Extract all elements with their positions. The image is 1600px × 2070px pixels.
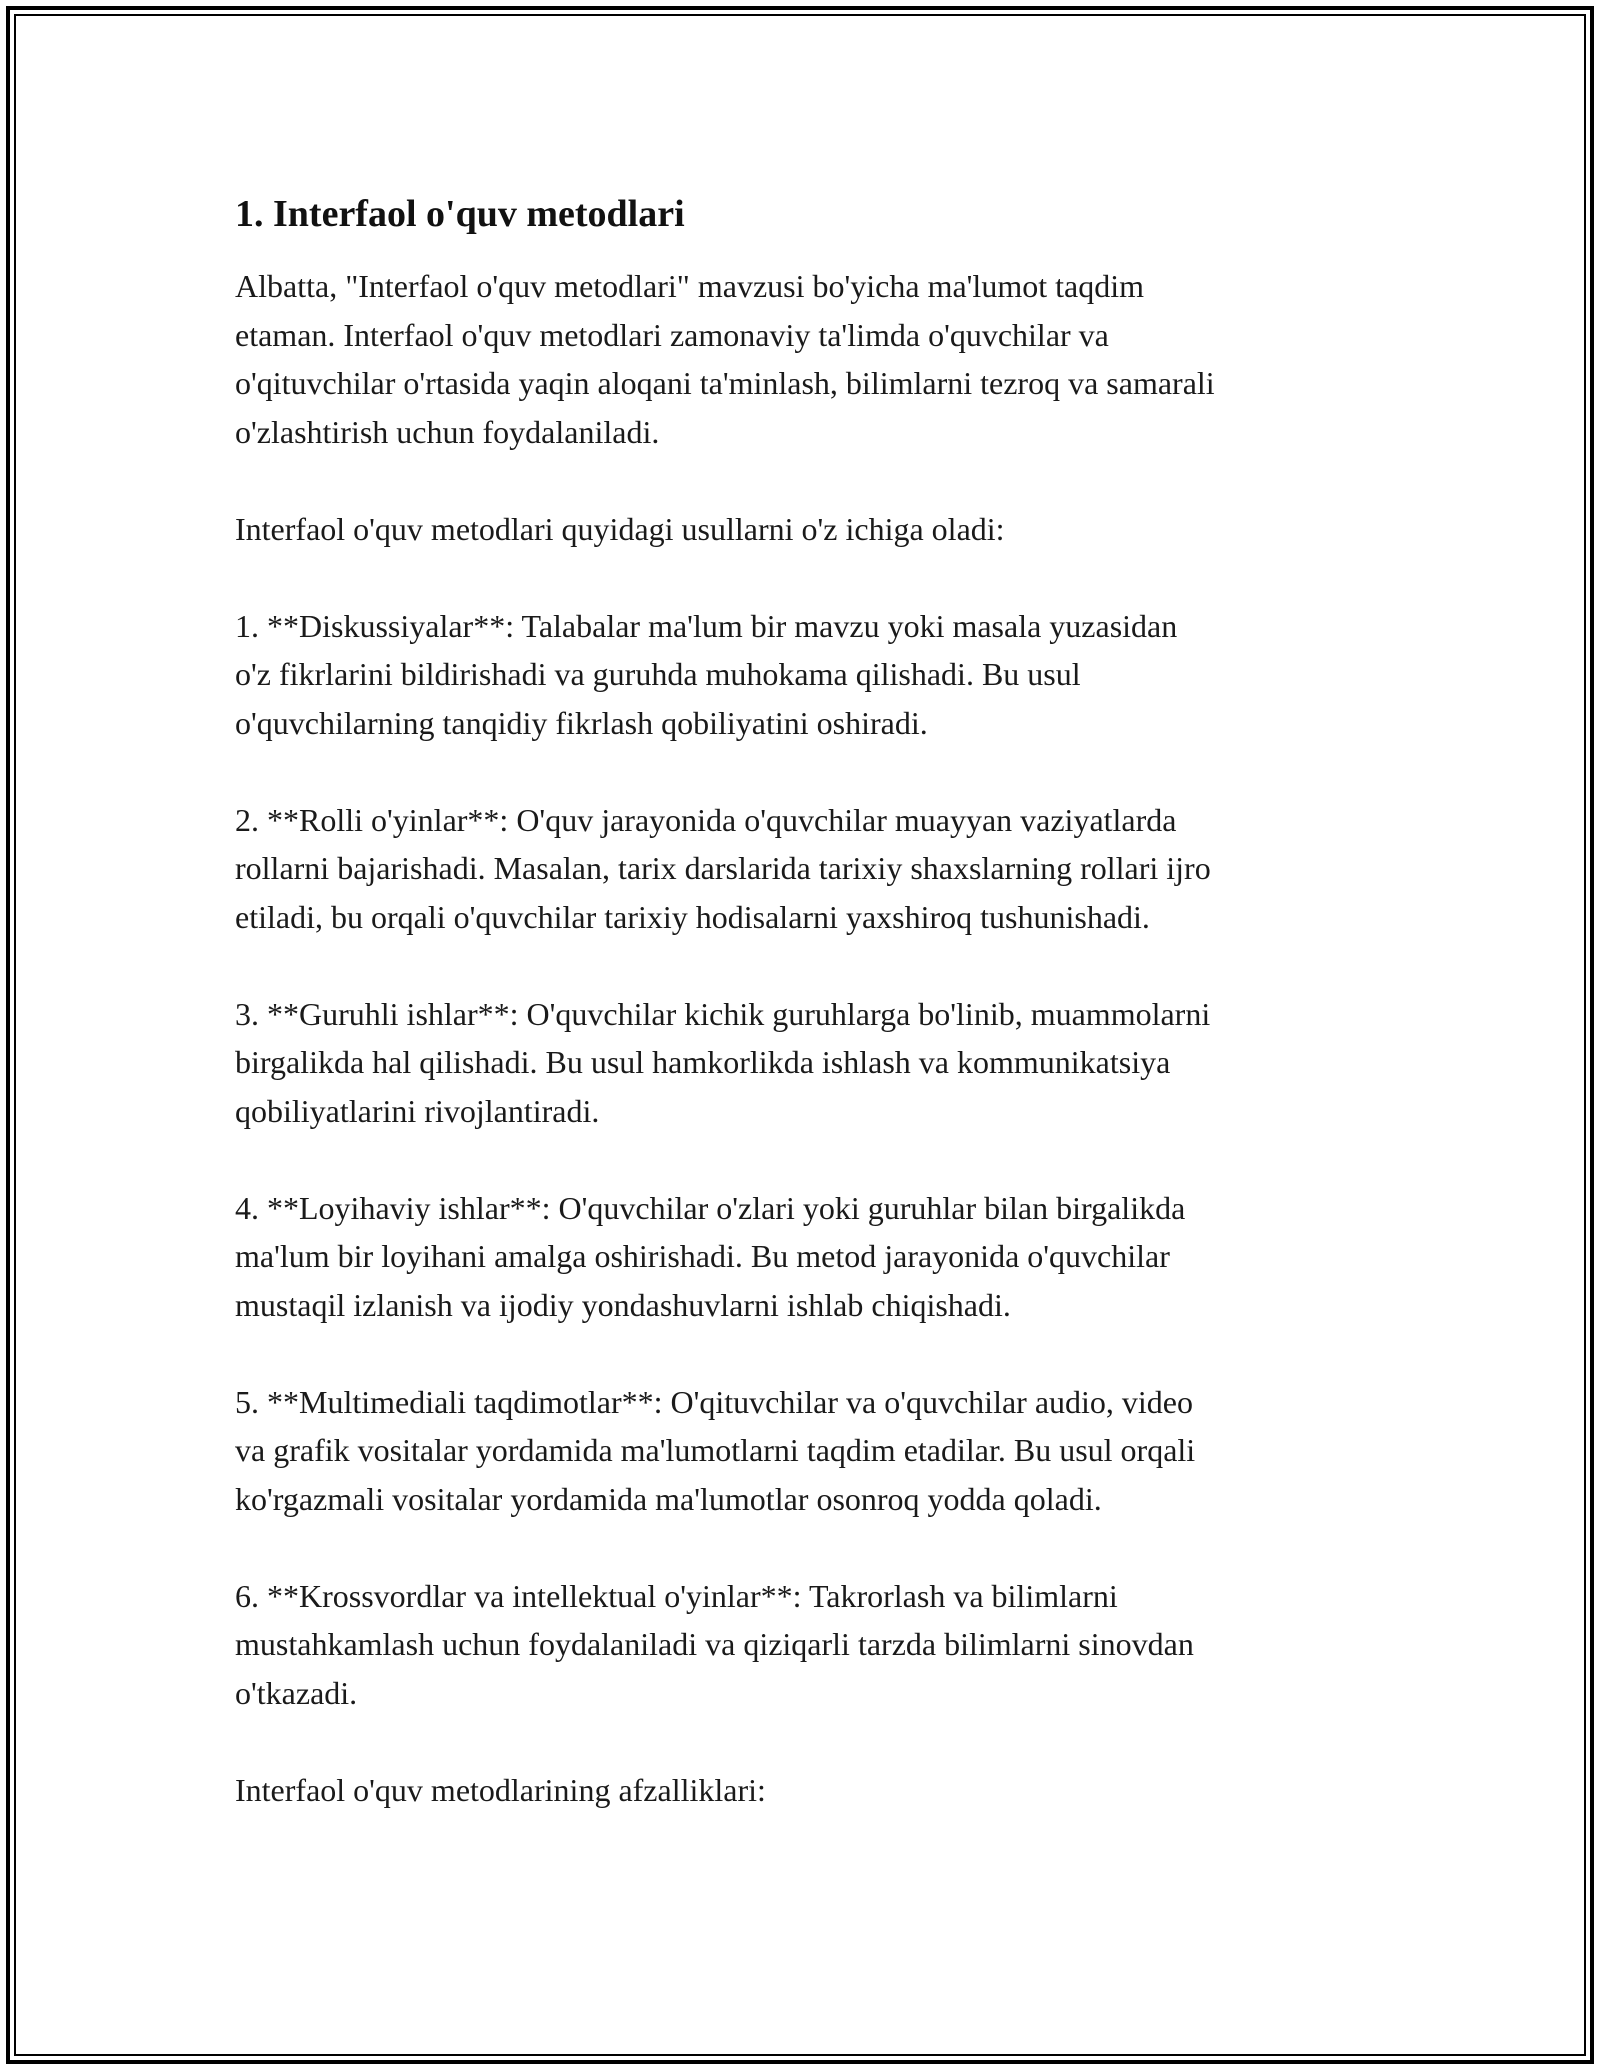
text-line: o'tkazadi. [235,1674,358,1711]
text-line: 6. **Krossvordlar va intellektual o'yinlar**: Takrorlash va bilimlarni [235,1577,1118,1614]
text-line: 5. **Multimediali taqdimotlar**: O'qituvchilar va o'quvchilar audio, video [235,1383,1193,1420]
paragraph-afzalliklar [235,1766,1375,1815]
paragraph-methods-intro [235,505,1375,554]
text-line: Interfaol o'quv metodlarining afzalliklari: [235,1771,766,1808]
text-line: 1. **Diskussiyalar**: Talabalar ma'lum bir mavzu yoki masala yuzasidan [235,607,1178,644]
list-item-diskussiyalar [235,602,1375,748]
text-line: etaman. Interfaol o'quv metodlari zamonaviy ta'limda o'quvchilar va [235,316,1109,353]
text-line: va grafik vositalar yordamida ma'lumotlarni taqdim etadilar. Bu usul orqali [235,1432,1196,1468]
text-line: o'quvchilarning tanqidiy fikrlash qobiliyatini oshiradi. [235,704,928,741]
text-line: o'zlashtirish uchun foydalaniladi. [235,413,660,450]
text-line: o'qituvchilar o'rtasida yaqin aloqani ta'minlash, bilimlarni tezroq va samarali [235,365,1215,401]
text-line: 3. **Guruhli ishlar**: O'quvchilar kichik guruhlarga bo'linib, muammolarni [235,995,1211,1032]
document-body [235,186,1375,1863]
list-item-multimediali-taqdimotlar [235,1378,1375,1524]
paragraph-intro [235,262,1375,456]
text-line: Albatta, "Interfaol o'quv metodlari" mavzusi bo'yicha ma'lumot taqdim [235,268,1144,304]
text-line: mustaqil izlanish va ijodiy yondashuvlarni ishlab chiqishadi. [235,1286,1011,1323]
text-line: o'z fikrlarini bildirishadi va guruhda muhokama qilishadi. Bu usul [235,656,1081,692]
text-line: ko'rgazmali vositalar yordamida ma'lumotlar osonroq yodda qoladi. [235,1480,1102,1517]
list-item-guruhli-ishlar [235,990,1375,1136]
text-line: rollarni bajarishadi. Masalan, tarix darslarida tarixiy shaxslarning rollari ijro [235,850,1211,886]
text-line: etiladi, bu orqali o'quvchilar tarixiy hodisalarni yaxshiroq tushunishadi. [235,898,1150,935]
text-line: 4. **Loyihaviy ishlar**: O'quvchilar o'zlari yoki guruhlar bilan birgalikda [235,1189,1186,1226]
text-line: Interfaol o'quv metodlari quyidagi usullarni o'z ichiga oladi: [235,510,1005,547]
page-title: 1. Interfaol o'quv metodlari [235,193,685,235]
text-line: mustahkamlash uchun foydalaniladi va qiziqarli tarzda bilimlarni sinovdan [235,1626,1194,1662]
list-item-loyihaviy-ishlar [235,1184,1375,1330]
text-line: ma'lum bir loyihani amalga oshirishadi. Bu metod jarayonida o'quvchilar [235,1238,1170,1274]
text-line: birgalikda hal qilishadi. Bu usul hamkorlikda ishlash va kommunikatsiya [235,1044,1171,1080]
list-item-krossvordlar [235,1572,1375,1718]
text-line: 2. **Rolli o'yinlar**: O'quv jarayonida o'quvchilar muayyan vaziyatlarda [235,801,1177,838]
list-item-rolli-oyinlar [235,796,1375,942]
text-line: qobiliyatlarini rivojlantiradi. [235,1092,600,1129]
